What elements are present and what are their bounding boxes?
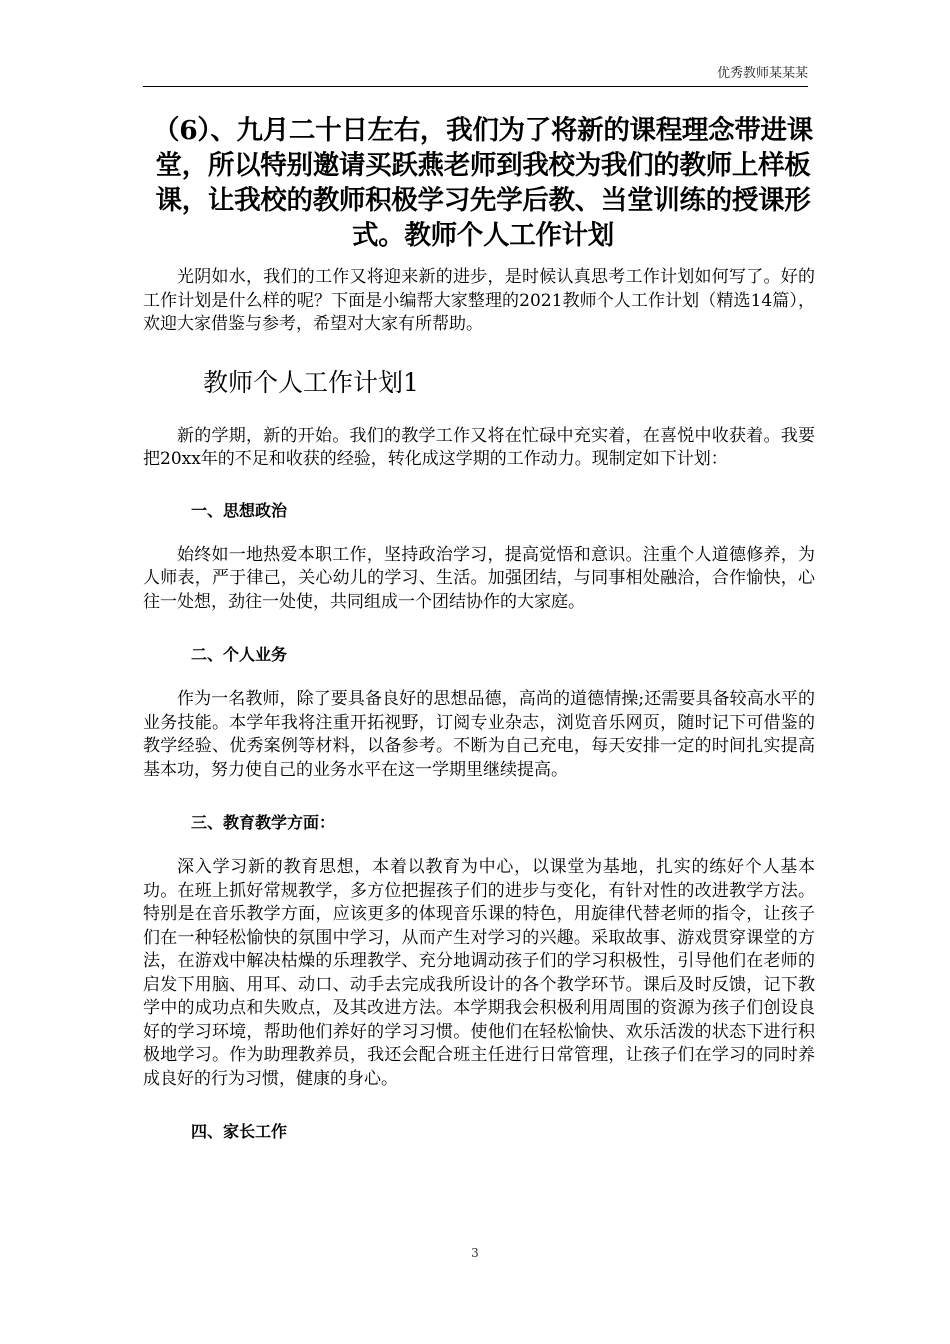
subsection-paragraph: 深入学习新的教育思想，本着以教育为中心，以课堂为基地，扎实的练好个人基本功。在班上抓好常规教学，多方位把握孩子们的进步与变化，有针对性的改进教学方法。特别是在音乐教学方面，应该更多的体现音乐课的特色，用旋律代替老师的指令，让孩子们在一种轻松愉快的氛围中学习，从而产生对学习的兴趣。采取故事、游戏贯穿课堂的方法，在游戏中解决枯燥的乐理教学、充分地调动孩子们的学习积极性，引导他们在老师的启发下用脑、用耳、动口、动手去完成我所设计的各个教学环节。课后及时反馈，记下教学中的成功点和失败点，及其改进方法。本学期我会积极利用周围的资源为孩子们创设良好的学习环境，帮助他们养好的学习习惯。使他们在轻松愉快、欢乐活泼的状态下进行积极地学习。作为助理教养员，我还会配合班主任进行日常管理，让孩子们在学习的同时养成良好的行为习惯，健康的身心。 [143,857,815,1089]
document-title: （6）、九月二十日左右，我们为了将新的课程理念带进课堂，所以特别邀请买跃燕老师到我校为我们的教师上样板课，让我校的教师积极学习先学后教、当堂训练的授课形式。教师个人工作计划 [153,115,813,251]
subsection-heading: 二、个人业务 [191,645,288,664]
opening-paragraph: 新的学期，新的开始。我们的教学工作又将在忙碌中充实着，在喜悦中收获着。我要把20xx年的不足和收获的经验，转化成这学期的工作动力。现制定如下计划： [143,425,815,469]
subsection-heading: 一、思想政治 [191,500,288,520]
subsection-heading: 三、教育教学方面： [191,813,336,832]
section-title: 教师个人工作计划1 [203,367,419,397]
subsection-paragraph: 始终如一地热爱本职工作，坚持政治学习，提高觉悟和意识。注重个人道德修养，为人师表，严于律己，关心幼儿的学习、生活。加强团结，与同事相处融洽，合作愉快，心往一处想，劲往一处使，共同组成一个团结协作的大家庭。 [143,544,815,612]
intro-paragraph: 光阴如水，我们的工作又将迎来新的进步，是时候认真思考工作计划如何写了。好的工作计划是什么样的呢？下面是小编帮大家整理的2021教师个人工作计划（精选14篇），欢迎大家借鉴与参考，希望对大家有所帮助。 [143,267,815,334]
subsection-paragraph: 作为一名教师，除了要具备良好的思想品德，高尚的道德情操;还需要具备较高水平的业务技能。本学年我将注重开拓视野，订阅专业杂志，浏览音乐网页，随时记下可借鉴的教学经验、优秀案例等材料，以备参考。不断为自己充电，每天安排一定的时间扎实提高基本功，努力使自己的业务水平在这一学期里继续提高。 [143,689,815,780]
document-body [143,266,815,1143]
page-number: 3 [471,1246,479,1260]
page-header [143,66,808,87]
header-text: 优秀教师某某某 [716,66,808,81]
subsection-heading: 四、家长工作 [191,1122,288,1141]
